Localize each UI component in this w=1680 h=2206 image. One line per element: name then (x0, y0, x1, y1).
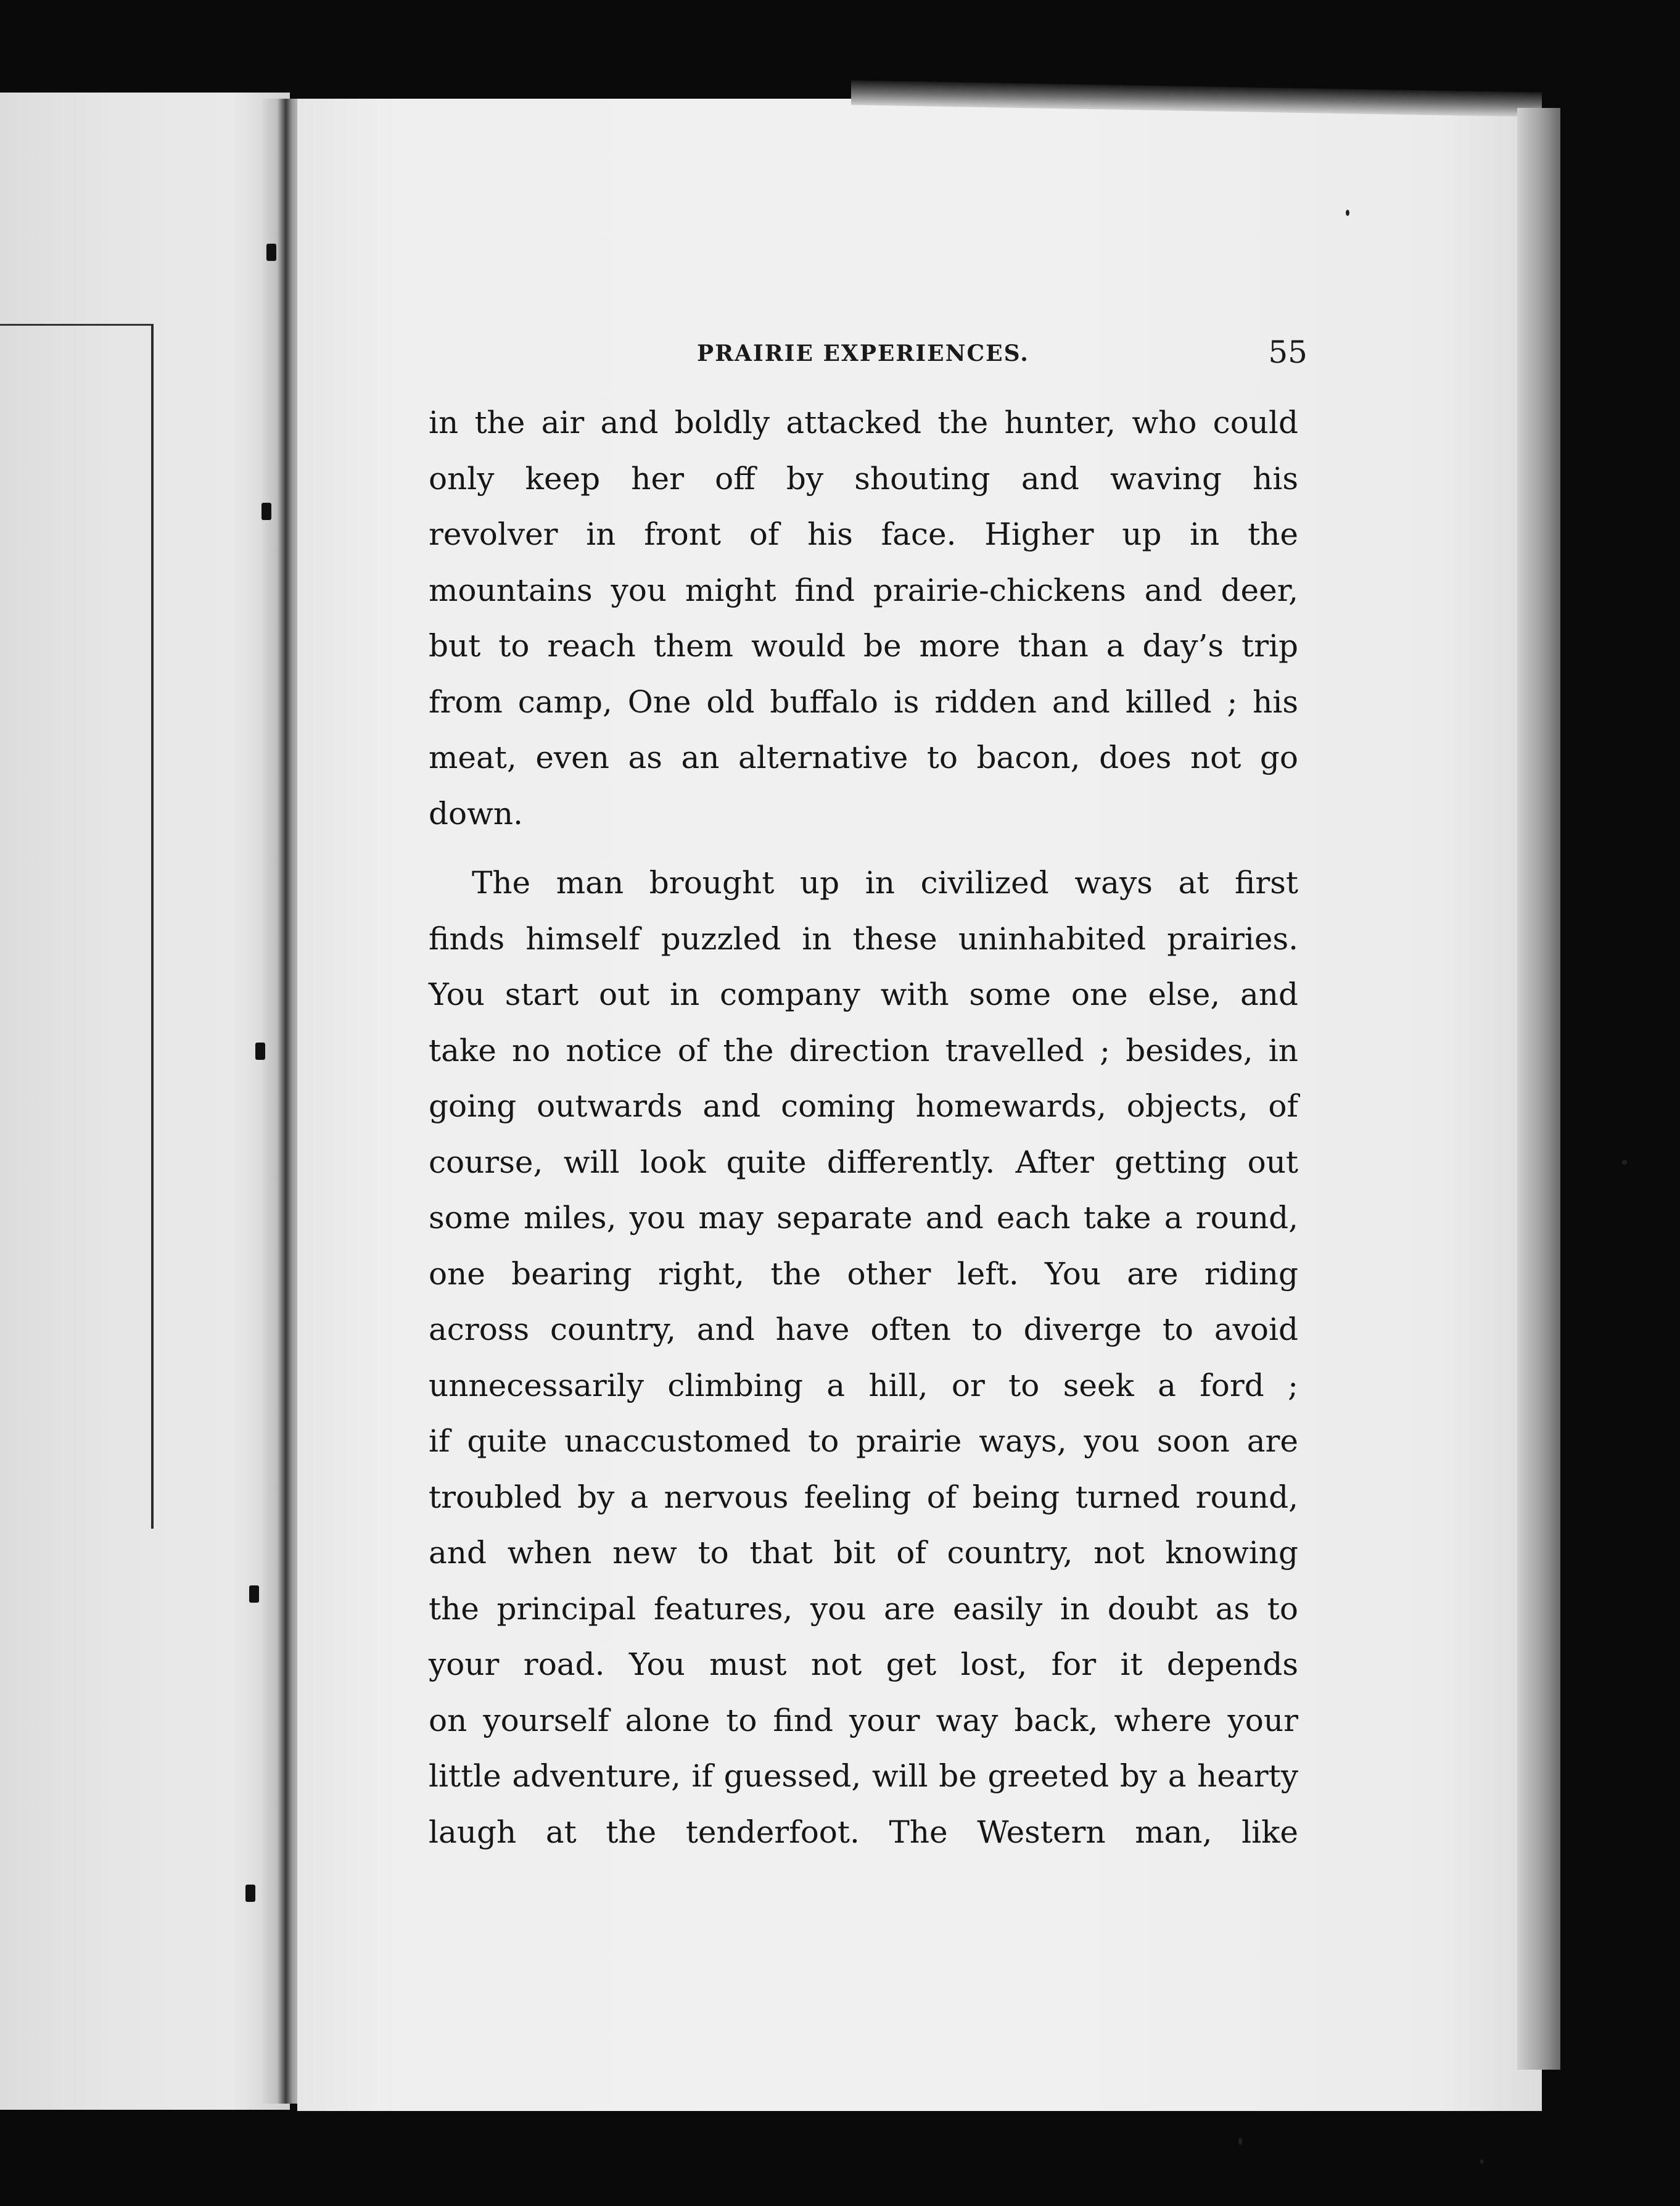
text-line: your road. You must not get lost, for it depends (429, 1646, 1298, 1682)
text-line: some miles, you may separate and each take a round, (429, 1200, 1298, 1236)
dust-speck (1480, 2159, 1483, 2164)
text-line: unnecessarily climbing a hill, or to seek a ford ; (429, 1367, 1298, 1403)
text-line: but to reach them would be more than a day’s trip (429, 628, 1298, 664)
binding-thread-mark (249, 1585, 259, 1603)
text-line: laugh at the tenderfoot. The Western man, like (429, 1814, 1298, 1850)
text-line: course, will look quite differently. After getting out (429, 1144, 1298, 1180)
text-line: on yourself alone to find your way back, where your (429, 1702, 1298, 1738)
text-line: in the air and boldly attacked the hunter, who could (429, 405, 1298, 440)
binding-thread-mark (255, 1043, 265, 1060)
paragraph-first-line: The man brought up in civilized ways at first (472, 865, 1298, 901)
left-page-frame-border (0, 324, 154, 1529)
dust-speck (1622, 1160, 1627, 1165)
text-line: only keep her off by shouting and waving his (429, 460, 1298, 497)
text-line: from camp, One old buffalo is ridden and killed ; his (429, 684, 1298, 720)
binding-thread-mark (266, 244, 276, 261)
text-line: finds himself puzzled in these uninhabited prairies. (429, 920, 1298, 957)
text-line: little adventure, if guessed, will be greeted by a hearty (429, 1758, 1298, 1794)
dust-speck (1238, 2138, 1242, 2145)
text-line: across country, and have often to diverge to avoid (429, 1312, 1298, 1347)
text-line: You start out in company with some one else, and (429, 977, 1298, 1012)
text-line: revolver in front of his face. Higher up in the (429, 516, 1298, 552)
binding-thread-mark (245, 1885, 255, 1902)
page-number: 55 (1268, 334, 1307, 370)
running-head (432, 334, 1307, 381)
text-line: troubled by a nervous feeling of being turned round, (429, 1479, 1298, 1515)
text-line: meat, even as an alternative to bacon, does not go (429, 740, 1298, 775)
text-line: the principal features, you are easily in doubt as to (429, 1590, 1298, 1627)
text-line: mountains you might find prairie-chickens and deer, (429, 572, 1298, 608)
body-text (429, 395, 1298, 1860)
running-title: PRAIRIE EXPERIENCES. (697, 341, 1029, 366)
text-line: and when new to that bit of country, not knowing (429, 1535, 1298, 1571)
text-line: down. (429, 795, 524, 832)
text-line: going outwards and coming homewards, objects, of (429, 1088, 1298, 1124)
text-line: one bearing right, the other left. You are riding (429, 1255, 1298, 1292)
dust-speck (1346, 210, 1349, 216)
text-line: take no notice of the direction travelled ; besides, in (429, 1032, 1298, 1068)
book-fore-edge (1517, 108, 1560, 2070)
text-line: if quite unaccustomed to prairie ways, you soon are (429, 1423, 1298, 1459)
binding-thread-mark (261, 503, 271, 520)
